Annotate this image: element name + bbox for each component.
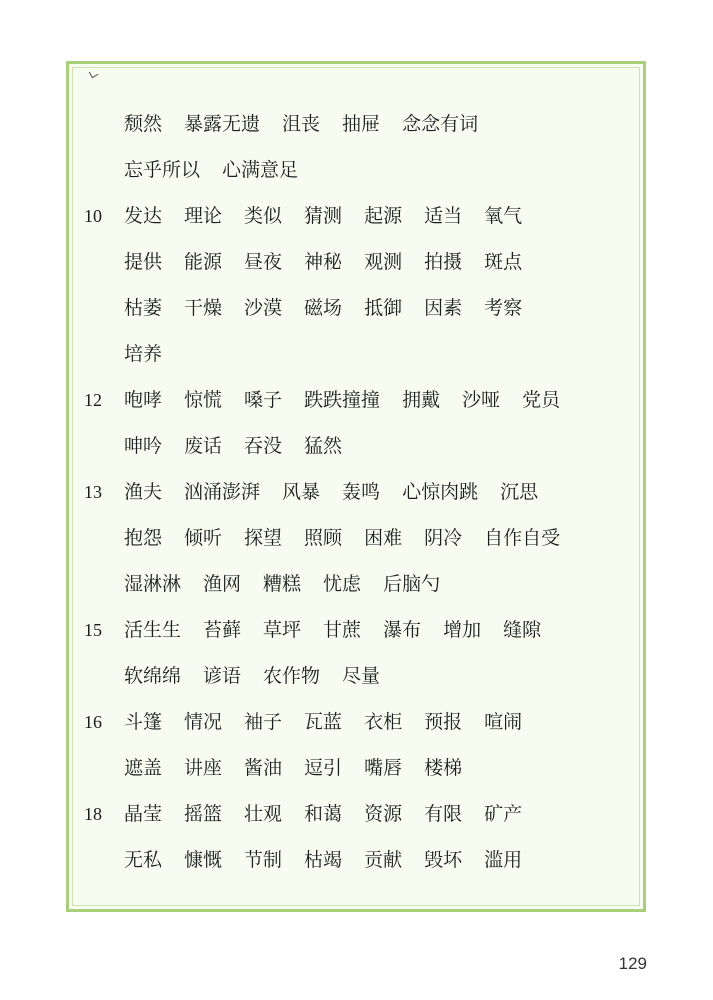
vocab-word: 瓦蓝 <box>304 711 343 733</box>
vocab-word: 袖子 <box>244 711 283 733</box>
vocab-word: 资源 <box>364 803 403 825</box>
vocab-word: 暴露无遗 <box>184 113 261 135</box>
vocab-word: 跌跌撞撞 <box>304 389 381 411</box>
word-group <box>124 331 184 377</box>
vocab-line <box>69 653 643 699</box>
vocab-line <box>69 147 643 193</box>
vocab-word: 讲座 <box>184 757 223 779</box>
vocab-word: 忘乎所以 <box>124 159 201 181</box>
lesson-number: 15 <box>84 620 102 640</box>
vocab-word: 枯萎 <box>124 297 163 319</box>
vocab-word: 活生生 <box>124 619 182 641</box>
vocab-word: 提供 <box>124 251 163 273</box>
word-group <box>124 377 582 423</box>
word-group <box>124 515 582 561</box>
vocab-word: 毁坏 <box>424 849 463 871</box>
vocab-word: 党员 <box>522 389 561 411</box>
vocab-word: 沮丧 <box>282 113 321 135</box>
vocab-word: 废话 <box>184 435 223 457</box>
word-group <box>124 193 544 239</box>
vocab-word: 渔夫 <box>124 481 163 503</box>
word-group <box>124 285 544 331</box>
vocab-word: 念念有词 <box>402 113 479 135</box>
word-group <box>124 423 364 469</box>
vocab-word: 观测 <box>364 251 403 273</box>
vocab-word: 酱油 <box>244 757 283 779</box>
vocab-line <box>69 423 643 469</box>
vocab-word: 糟糕 <box>263 573 302 595</box>
vocab-word: 忧虑 <box>323 573 362 595</box>
vocab-word: 汹涌澎湃 <box>184 481 261 503</box>
vocab-line <box>69 331 643 377</box>
vocab-word: 斑点 <box>484 251 523 273</box>
vocab-word: 壮观 <box>244 803 283 825</box>
vocab-word: 昼夜 <box>244 251 283 273</box>
lesson-number: 10 <box>84 206 102 226</box>
vocab-word: 有限 <box>424 803 463 825</box>
vocab-word: 瀑布 <box>383 619 422 641</box>
vocab-word: 颓然 <box>124 113 163 135</box>
vocab-word: 增加 <box>443 619 482 641</box>
page-number: 129 <box>618 954 647 973</box>
vocab-word: 发达 <box>124 205 163 227</box>
vocab-word: 软绵绵 <box>124 665 182 687</box>
vocab-word: 喧闹 <box>484 711 523 733</box>
vocab-line <box>69 469 643 515</box>
vocab-word: 谚语 <box>203 665 242 687</box>
vocab-word: 滥用 <box>484 849 523 871</box>
vocab-word: 神秘 <box>304 251 343 273</box>
vocab-word: 猛然 <box>304 435 343 457</box>
vocab-word: 自作自受 <box>484 527 561 549</box>
vocab-word: 慷慨 <box>184 849 223 871</box>
vocab-word: 沙哑 <box>462 389 501 411</box>
vocab-word: 探望 <box>244 527 283 549</box>
vocab-word: 楼梯 <box>424 757 463 779</box>
vocab-word: 起源 <box>364 205 403 227</box>
vocab-word: 无私 <box>124 849 163 871</box>
vocab-word: 风暴 <box>282 481 321 503</box>
vocab-word: 能源 <box>184 251 223 273</box>
vocab-line <box>69 515 643 561</box>
vocab-word: 抽屉 <box>342 113 381 135</box>
vocab-line <box>69 561 643 607</box>
vocab-word: 照顾 <box>304 527 343 549</box>
vocab-word: 抵御 <box>364 297 403 319</box>
vocab-word: 培养 <box>124 343 163 365</box>
word-group <box>124 837 544 883</box>
lesson-number: 12 <box>84 390 102 410</box>
vocab-word: 咆哮 <box>124 389 163 411</box>
vocab-word: 心惊肉跳 <box>402 481 479 503</box>
vocab-word: 干燥 <box>184 297 223 319</box>
vocab-word: 节制 <box>244 849 283 871</box>
word-group <box>124 147 320 193</box>
vocab-word: 草坪 <box>263 619 302 641</box>
vocab-word: 贡献 <box>364 849 403 871</box>
vocabulary-list <box>69 101 643 883</box>
vocab-word: 考察 <box>484 297 523 319</box>
vocab-word: 矿产 <box>484 803 523 825</box>
word-group <box>124 561 462 607</box>
vocab-word: 苔藓 <box>203 619 242 641</box>
vocab-word: 甘蔗 <box>323 619 362 641</box>
vocab-word: 嗓子 <box>244 389 283 411</box>
word-group <box>124 101 500 147</box>
lesson-number: 16 <box>84 712 102 732</box>
vocab-word: 困难 <box>364 527 403 549</box>
vocab-line <box>69 377 643 423</box>
vocab-word: 拍摄 <box>424 251 463 273</box>
vocab-line <box>69 837 643 883</box>
vocab-word: 氧气 <box>484 205 523 227</box>
vocab-line <box>69 745 643 791</box>
vocabulary-frame <box>66 61 646 912</box>
vocab-word: 拥戴 <box>402 389 441 411</box>
vocab-line <box>69 193 643 239</box>
vocab-word: 磁场 <box>304 297 343 319</box>
word-group <box>124 699 544 745</box>
vocab-line <box>69 239 643 285</box>
vocab-word: 预报 <box>424 711 463 733</box>
vocab-word: 缝隙 <box>503 619 542 641</box>
vocab-word: 沉思 <box>500 481 539 503</box>
vocab-word: 类似 <box>244 205 283 227</box>
vocab-word: 湿淋淋 <box>124 573 182 595</box>
vocab-word: 枯竭 <box>304 849 343 871</box>
vocab-word: 晶莹 <box>124 803 163 825</box>
vocab-word: 遮盖 <box>124 757 163 779</box>
vocab-word: 情况 <box>184 711 223 733</box>
vocab-line <box>69 101 643 147</box>
vocab-word: 沙漠 <box>244 297 283 319</box>
vocab-line <box>69 285 643 331</box>
word-group <box>124 607 563 653</box>
vocab-word: 倾听 <box>184 527 223 549</box>
vocab-word: 吞没 <box>244 435 283 457</box>
vocab-word: 阴冷 <box>424 527 463 549</box>
word-group <box>124 469 560 515</box>
vocab-word: 抱怨 <box>124 527 163 549</box>
vocab-word: 尽量 <box>342 665 381 687</box>
vocab-word: 因素 <box>424 297 463 319</box>
word-group <box>124 653 402 699</box>
vocab-word: 逗引 <box>304 757 343 779</box>
vocab-word: 呻吟 <box>124 435 163 457</box>
vocab-line <box>69 699 643 745</box>
vocab-word: 理论 <box>184 205 223 227</box>
vocab-word: 嘴唇 <box>364 757 403 779</box>
vocab-word: 渔网 <box>203 573 242 595</box>
word-group <box>124 745 484 791</box>
vocab-word: 惊慌 <box>184 389 223 411</box>
lesson-number: 13 <box>84 482 102 502</box>
vocab-word: 适当 <box>424 205 463 227</box>
vocab-word: 心满意足 <box>222 159 299 181</box>
vocab-word: 和蔼 <box>304 803 343 825</box>
vocab-word: 农作物 <box>263 665 321 687</box>
vocab-word: 后脑勺 <box>383 573 441 595</box>
vocab-line <box>69 791 643 837</box>
vocab-word: 斗篷 <box>124 711 163 733</box>
word-group <box>124 239 544 285</box>
vocab-word: 摇篮 <box>184 803 223 825</box>
vocab-word: 猜测 <box>304 205 343 227</box>
vocab-word: 轰鸣 <box>342 481 381 503</box>
vocab-line <box>69 607 643 653</box>
word-group <box>124 791 544 837</box>
lesson-number: 18 <box>84 804 102 824</box>
vocab-word: 衣柜 <box>364 711 403 733</box>
